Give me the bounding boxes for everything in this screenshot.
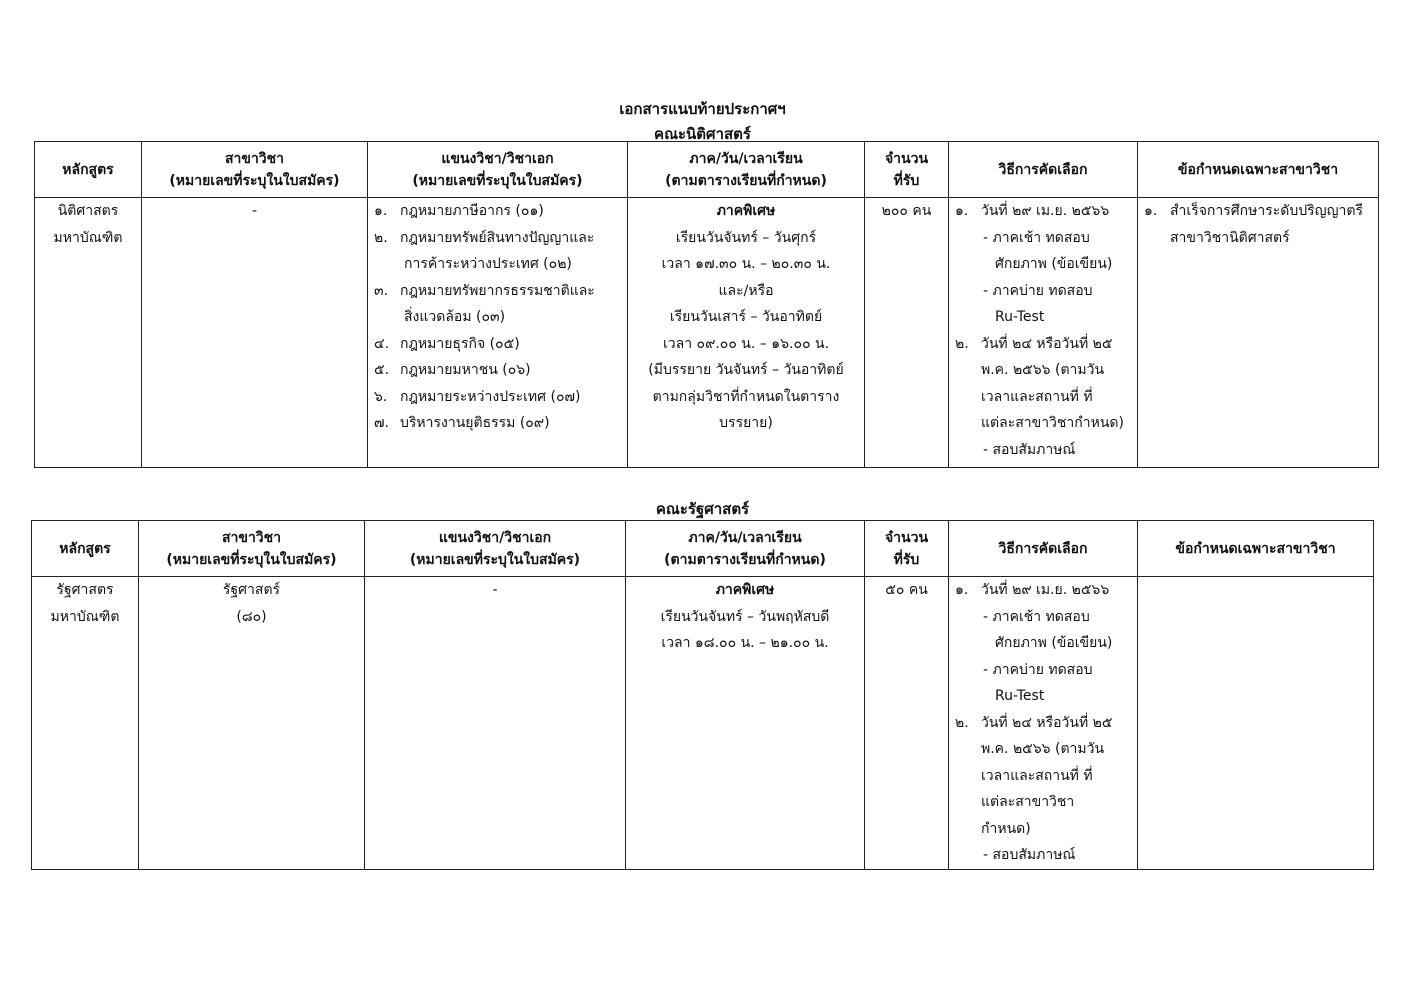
law-concentration-list bbox=[374, 198, 621, 437]
requirement-line: สาขาวิชานิติศาสตร์ bbox=[1170, 229, 1290, 246]
law-faculty-title: คณะนิติศาสตร์ bbox=[654, 125, 751, 143]
polsci-faculty-title: คณะรัฐศาสตร์ bbox=[655, 500, 750, 518]
law-schedule-list bbox=[634, 198, 858, 437]
concentration-item: ๒. กฎหมายทรัพย์สินทางปัญญาและ bbox=[374, 229, 595, 246]
law-table bbox=[34, 141, 1379, 468]
law-schedule-cell bbox=[628, 198, 865, 468]
selection-subitem: - ภาคเช้า ทดสอบ bbox=[983, 608, 1090, 625]
schedule-line: เวลา ๐๙.๐๐ น. – ๑๖.๐๐ น. bbox=[662, 335, 830, 352]
schedule-line: ภาคพิเศษ bbox=[716, 203, 776, 219]
header-program: หลักสูตร bbox=[32, 521, 139, 577]
polsci-table bbox=[31, 520, 1374, 870]
header-quota: จำนวน ที่รับ bbox=[865, 142, 949, 198]
selection-subitem: - สอบสัมภาษณ์ bbox=[983, 441, 1076, 458]
selection-item: ๒. วันที่ ๒๔ หรือวันที่ ๒๕ bbox=[955, 714, 1113, 731]
header-concentration: แขนงวิชา/วิชาเอก (หมายเลขที่ระบุในใบสมัคร) bbox=[368, 142, 628, 198]
law-header-row bbox=[35, 142, 1379, 198]
selection-line: เวลาและสถานที่ ที่ bbox=[981, 767, 1093, 784]
header-concentration: แขนงวิชา/วิชาเอก (หมายเลขที่ระบุในใบสมัคร) bbox=[365, 521, 626, 577]
polsci-schedule-list bbox=[632, 577, 858, 657]
law-major-cell: - bbox=[142, 198, 368, 468]
header-program: หลักสูตร bbox=[35, 142, 142, 198]
requirement-item: ๑. สำเร็จการศึกษาระดับปริญญาตรี bbox=[1144, 203, 1363, 219]
polsci-requirements-cell bbox=[1138, 577, 1374, 870]
selection-item: ๒. วันที่ ๒๔ หรือวันที่ ๒๕ bbox=[955, 335, 1113, 352]
header-schedule: ภาค/วัน/เวลาเรียน (ตามตารางเรียนที่กำหนด) bbox=[628, 142, 865, 198]
selection-subitem: Ru-Test bbox=[995, 688, 1045, 704]
polsci-header-row bbox=[32, 521, 1374, 577]
law-concentration-cell bbox=[368, 198, 628, 468]
concentration-item: ๖. กฎหมายระหว่างประเทศ (๐๗) bbox=[374, 388, 581, 405]
polsci-data-row bbox=[32, 577, 1374, 870]
law-data-row bbox=[35, 198, 1379, 468]
selection-subitem: ศักยภาพ (ข้อเขียน) bbox=[995, 635, 1113, 651]
law-requirements-cell bbox=[1138, 198, 1379, 468]
polsci-major-cell: รัฐศาสตร์ (๘๐) bbox=[139, 577, 365, 870]
selection-subitem: Ru-Test bbox=[995, 309, 1045, 325]
header-major: สาขาวิชา (หมายเลขที่ระบุในใบสมัคร) bbox=[142, 142, 368, 198]
concentration-item: ๑. กฎหมายภาษีอากร (๐๑) bbox=[374, 203, 544, 219]
header-selection: วิธีการคัดเลือก bbox=[949, 142, 1138, 198]
selection-item: ๑. วันที่ ๒๙ เม.ย. ๒๕๖๖ bbox=[955, 582, 1110, 598]
polsci-concentration-cell: - bbox=[365, 577, 626, 870]
concentration-item: สิ่งแวดล้อม (๐๓) bbox=[404, 309, 506, 325]
schedule-line: (มีบรรยาย วันจันทร์ – วันอาทิตย์ bbox=[648, 362, 844, 378]
law-quota-cell: ๒๐๐ คน bbox=[865, 198, 949, 468]
schedule-line: เรียนวันจันทร์ – วันศุกร์ bbox=[675, 229, 817, 246]
selection-item: ๑. วันที่ ๒๙ เม.ย. ๒๕๖๖ bbox=[955, 203, 1110, 219]
selection-subitem: - ภาคบ่าย ทดสอบ bbox=[983, 282, 1093, 299]
polsci-quota-cell: ๕๐ คน bbox=[865, 577, 949, 870]
schedule-line: ภาคพิเศษ bbox=[715, 582, 775, 598]
selection-line: แต่ละสาขาวิชา bbox=[981, 794, 1075, 810]
polsci-program-cell: รัฐศาสตร มหาบัณฑิต bbox=[32, 577, 139, 870]
header-major: สาขาวิชา (หมายเลขที่ระบุในใบสมัคร) bbox=[139, 521, 365, 577]
concentration-item: การค้าระหว่างประเทศ (๐๒) bbox=[404, 256, 572, 272]
schedule-line: บรรยาย) bbox=[719, 415, 773, 431]
schedule-line: เวลา ๑๗.๓๐ น. – ๒๐.๓๐ น. bbox=[661, 256, 831, 272]
selection-subitem: - สอบสัมภาษณ์ bbox=[983, 847, 1076, 863]
schedule-line: ตามกลุ่มวิชาที่กำหนดในตาราง bbox=[652, 388, 840, 405]
selection-line: พ.ค. ๒๕๖๖ (ตามวัน bbox=[981, 741, 1105, 757]
concentration-item: ๓. กฎหมายทรัพยากรธรรมชาติและ bbox=[374, 282, 595, 299]
law-selection-cell bbox=[949, 198, 1138, 468]
header-selection: วิธีการคัดเลือก bbox=[949, 521, 1138, 577]
header-schedule: ภาค/วัน/เวลาเรียน (ตามตารางเรียนที่กำหนด) bbox=[626, 521, 865, 577]
selection-subitem: - ภาคบ่าย ทดสอบ bbox=[983, 661, 1093, 678]
schedule-line: และ/หรือ bbox=[718, 282, 774, 299]
header-requirements: ข้อกำหนดเฉพาะสาขาวิชา bbox=[1138, 521, 1374, 577]
schedule-line: เรียนวันเสาร์ – วันอาทิตย์ bbox=[669, 309, 823, 325]
polsci-schedule-cell bbox=[626, 577, 865, 870]
header-quota: จำนวน ที่รับ bbox=[865, 521, 949, 577]
law-program-cell: นิติศาสตร มหาบัณฑิต bbox=[35, 198, 142, 468]
selection-line: แต่ละสาขาวิชากำหนด) bbox=[981, 415, 1124, 431]
concentration-item: ๗. บริหารงานยุติธรรม (๐๙) bbox=[374, 415, 550, 431]
selection-line: กำหนด) bbox=[981, 820, 1031, 837]
schedule-line: เวลา ๑๘.๐๐ น. – ๒๑.๐๐ น. bbox=[661, 635, 829, 651]
concentration-item: ๔. กฎหมายธุรกิจ (๐๕) bbox=[374, 335, 520, 352]
header-requirements: ข้อกำหนดเฉพาะสาขาวิชา bbox=[1138, 142, 1379, 198]
concentration-item: ๕. กฎหมายมหาชน (๐๖) bbox=[374, 362, 531, 378]
selection-line: เวลาและสถานที่ ที่ bbox=[981, 388, 1093, 405]
selection-subitem: ศักยภาพ (ข้อเขียน) bbox=[995, 256, 1113, 272]
document-title: เอกสารแนบท้ายประกาศฯ bbox=[619, 100, 786, 118]
selection-line: พ.ค. ๒๕๖๖ (ตามวัน bbox=[981, 362, 1105, 378]
selection-subitem: - ภาคเช้า ทดสอบ bbox=[983, 229, 1090, 246]
schedule-line: เรียนวันจันทร์ – วันพฤหัสบดี bbox=[660, 608, 830, 625]
polsci-selection-cell bbox=[949, 577, 1138, 870]
